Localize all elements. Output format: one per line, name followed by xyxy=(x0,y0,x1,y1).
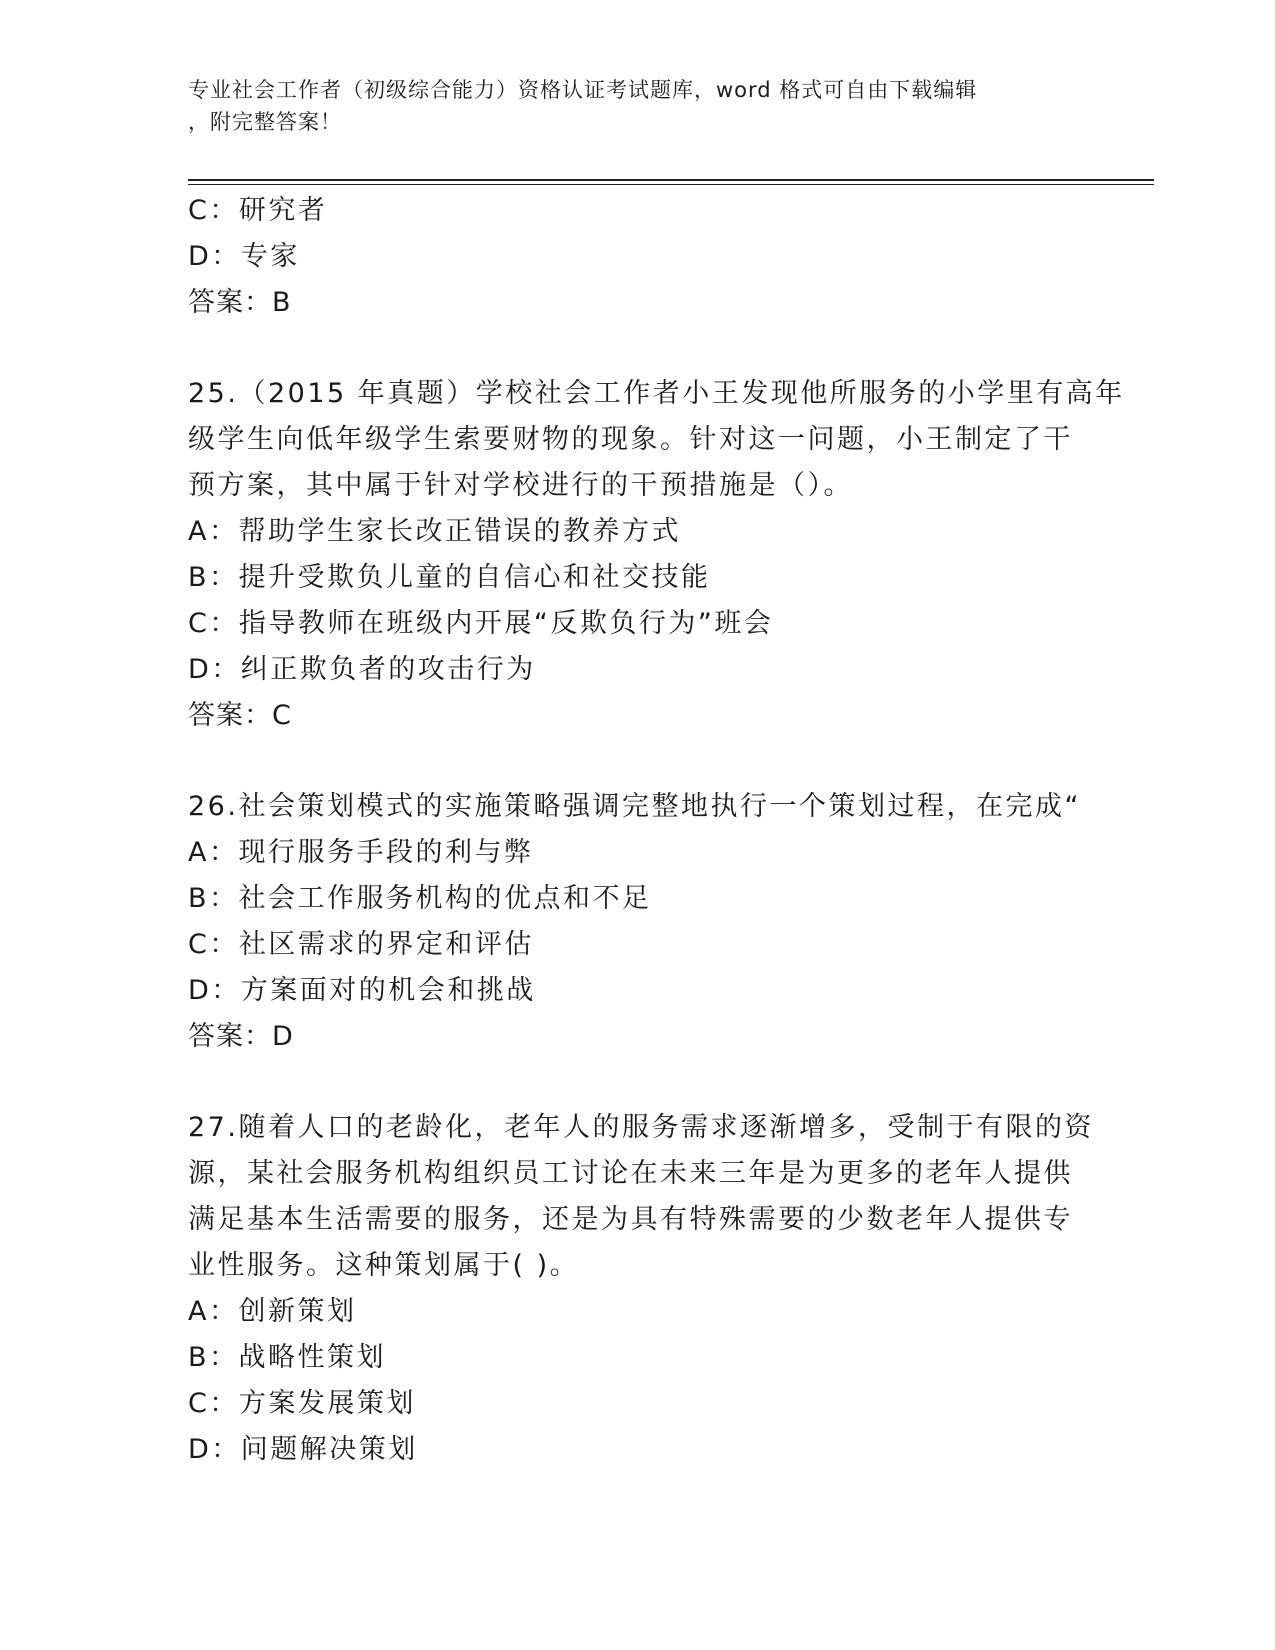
document-header xyxy=(188,74,1088,138)
option-c: C：方案发展策划 xyxy=(188,1388,416,1419)
option-b: B：提升受欺负儿童的自信心和社交技能 xyxy=(188,562,711,593)
option-a: A：创新策划 xyxy=(188,1296,357,1327)
option-b: B：战略性策划 xyxy=(188,1342,387,1373)
option-b: B：社会工作服务机构的优点和不足 xyxy=(188,883,652,914)
option-d: D：纠正欺负者的攻击行为 xyxy=(188,654,536,685)
option-d: D：专家 xyxy=(188,241,300,272)
question-stem-line: 25.（2015 年真题）学校社会工作者小王发现他所服务的小学里有高年 xyxy=(188,378,1125,409)
question-stem-line: 27.随着人口的老龄化，老年人的服务需求逐渐增多，受制于有限的资 xyxy=(188,1112,1094,1143)
option-c: C：社区需求的界定和评估 xyxy=(188,929,534,960)
answer-line: 答案：D xyxy=(188,1021,294,1052)
option-c: C：研究者 xyxy=(188,195,328,226)
answer-line: 答案：C xyxy=(188,700,292,731)
paragraph-gap xyxy=(188,739,1088,784)
question-stem-line: 业性服务。这种策划属于( )。 xyxy=(188,1250,580,1281)
option-a: A：现行服务手段的利与弊 xyxy=(188,837,534,868)
question-25 xyxy=(188,371,1125,739)
question-stem-line: 满足基本生活需要的服务，还是为具有特殊需要的少数老年人提供专 xyxy=(188,1204,1073,1235)
option-c: C：指导教师在班级内开展“反欺负行为”班会 xyxy=(188,608,774,639)
header-divider-thick xyxy=(188,179,1154,181)
answer-line: 答案：B xyxy=(188,287,292,318)
question-stem-line: 级学生向低年级学生索要财物的现象。针对这一问题，小王制定了干 xyxy=(188,424,1073,455)
option-d: D：问题解决策划 xyxy=(188,1434,418,1465)
question-27 xyxy=(188,1105,1094,1473)
question-26 xyxy=(188,784,1088,1060)
header-line-1: 专业社会工作者（初级综合能力）资格认证考试题库，word 格式可自由下载编辑 xyxy=(188,78,978,102)
question-stem-line: 预方案，其中属于针对学校进行的干预措施是（）。 xyxy=(188,470,853,501)
header-line-2: ，附完整答案！ xyxy=(188,110,342,134)
option-a: A：帮助学生家长改正错误的教养方式 xyxy=(188,516,681,547)
header-divider-thin xyxy=(188,184,1154,185)
option-d: D：方案面对的机会和挑战 xyxy=(188,975,536,1006)
question-stem-line: 源，某社会服务机构组织员工讨论在未来三年是为更多的老年人提供 xyxy=(188,1158,1073,1189)
paragraph-gap xyxy=(188,326,1088,371)
document-body xyxy=(188,188,1125,1473)
question-stem-line: 26.社会策划模式的实施策略强调完整地执行一个策划过程，在完成“ xyxy=(188,791,1081,822)
paragraph-gap xyxy=(188,1060,1088,1105)
previous-question-tail xyxy=(188,188,1088,326)
